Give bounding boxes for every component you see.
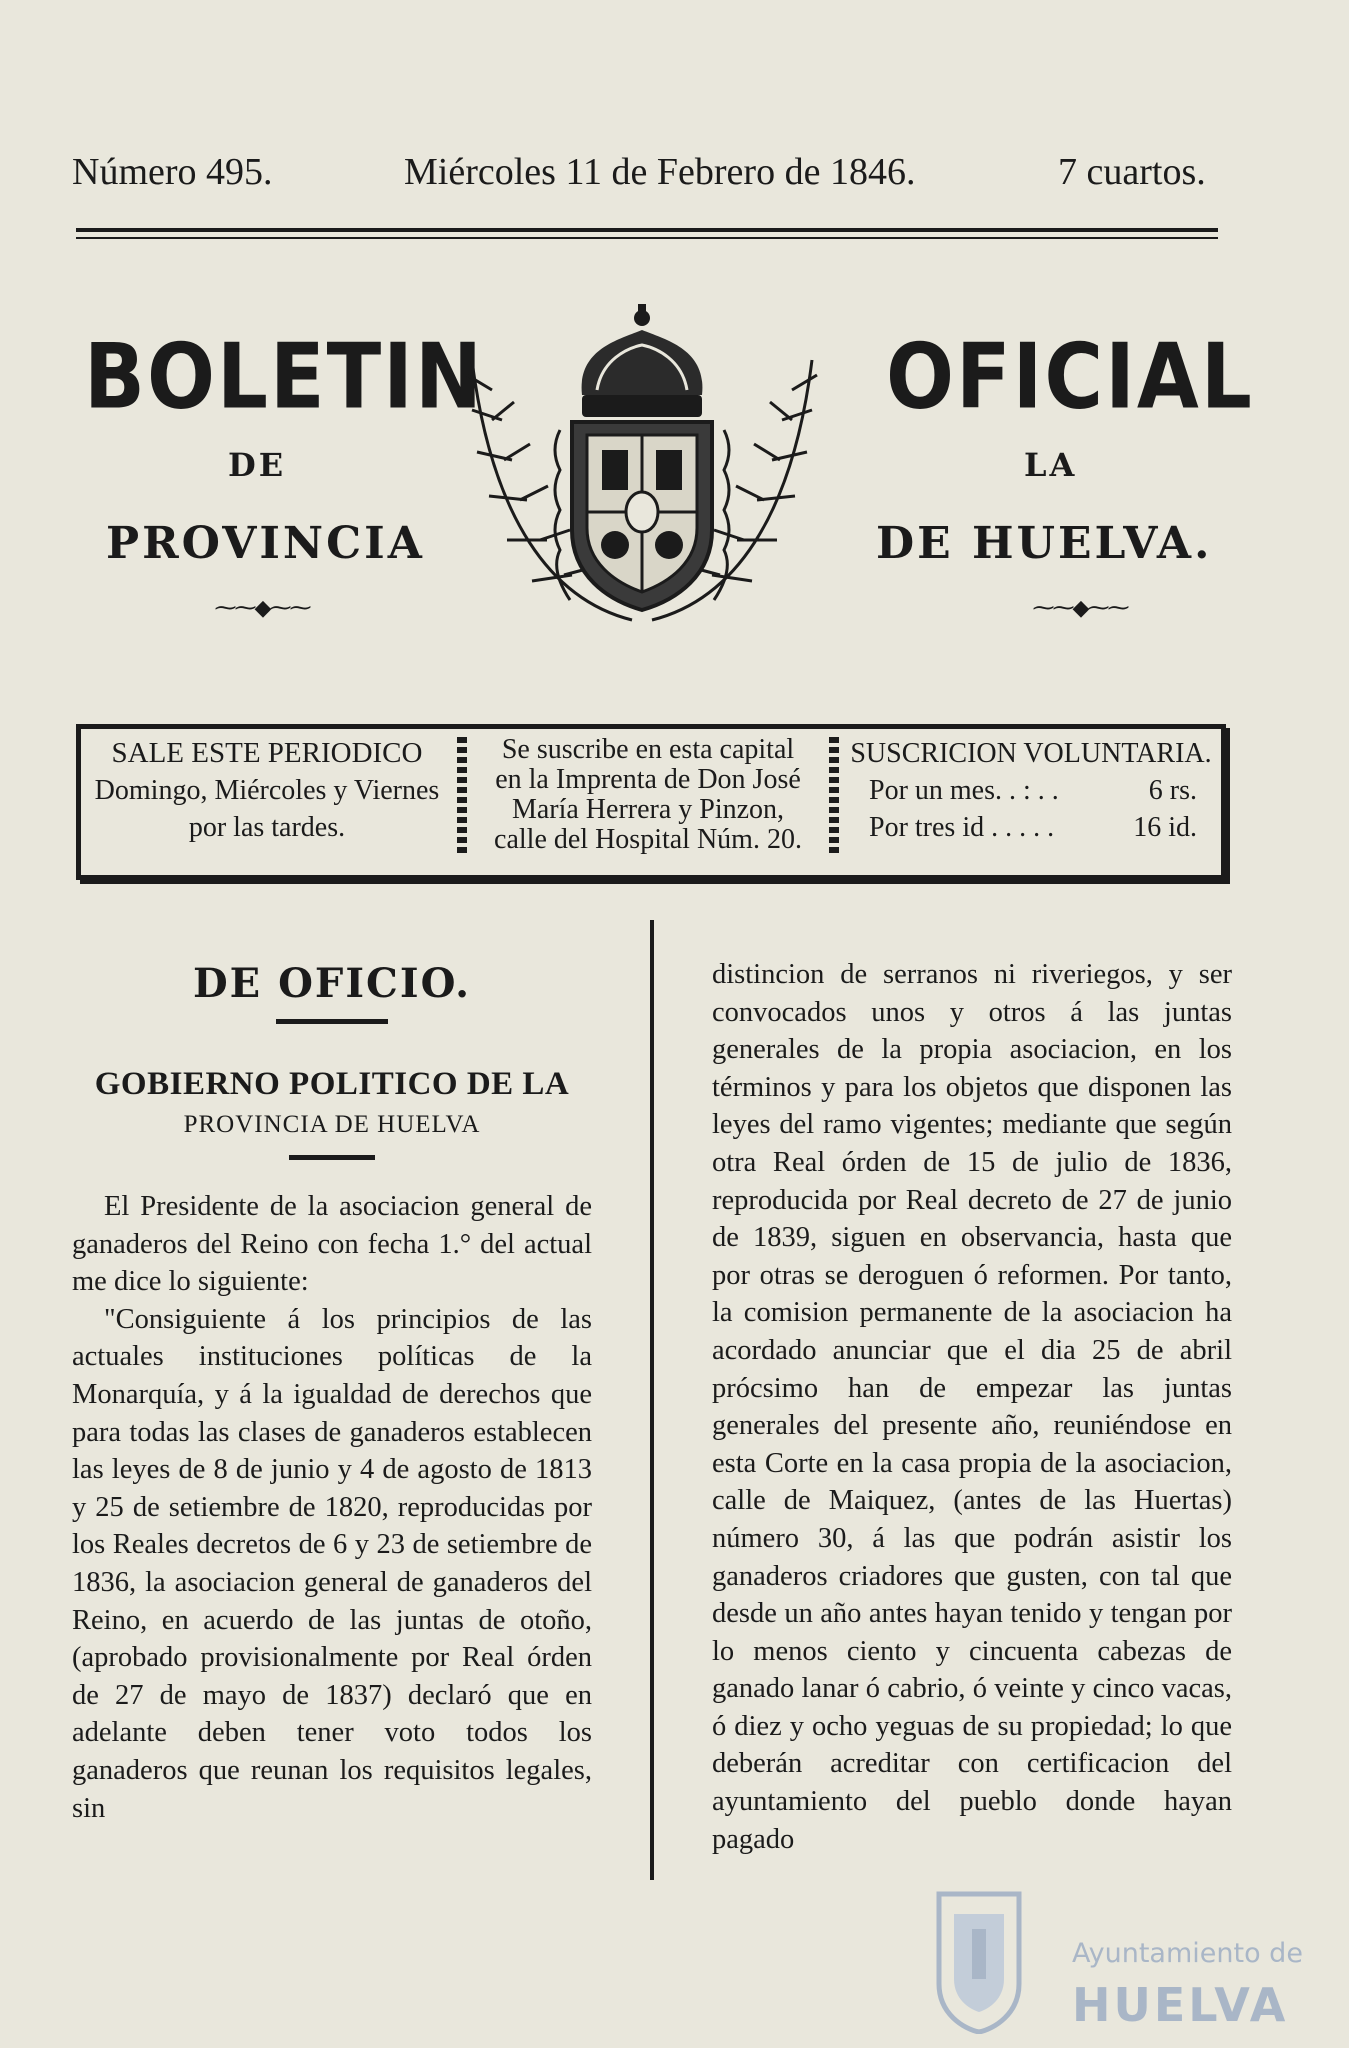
issue-price: 7 cuartos. [1058,151,1206,193]
left-column-text [72,1188,592,1827]
masthead-rule-thin [76,237,1218,239]
issue-number: Número 495. [72,151,273,193]
price-row-quarter [845,809,1217,846]
body-paragraph-right: distincion de serranos ni riveriegos, y ser convocados unos y otros á las juntas generales de la propia asociacion, en los términos y para los objetos que disponen las leyes del ramo vigentes; mediante que según otra Real órden de 15 de julio de 1836, reproducida por Real decreto de 27 de junio de 1839, siguen en observancia, hasta que por otras se deroguen ó reformen. Por tanto, la comision permanente de la asociacion ha acordado anunciar que el dia 25 de abril prócsimo han de empezar las juntas generales del presente año, reuniéndose en esta Corte en la casa propia de la asociacion, calle de Maiquez, (antes de las Huertas) número 30, á las que podrán asistir los ganaderos criadores que gusten, con tal que desde un año antes hayan tenido y tengan por lo menos ciento y cincuenta cabezas de ganado lanar ó cabrio, ó veinte y cinco vacas, ó diez y ocho yeguas de su propiedad; lo que deberán acreditar con certificacion del ayuntamiento del pueblo donde hayan pagado [712,959,1232,1855]
heading-rule-1 [276,1019,388,1024]
title-de-huelva: DE HUELVA. [876,518,1213,569]
issue-date: Miércoles 11 de Febrero de 1846. [404,151,916,193]
schedule-days: Domingo, Miércoles y Viernes [94,775,440,806]
price-value-quarter: 16 id. [1133,812,1197,843]
box-separator-right [829,737,839,857]
body-paragraph-left: "Consiguiente á los principios de las actuales instituciones políticas de la Monarquía, y á la igualdad de derechos que para todas las clases de ganaderos establecen las leyes de 8 de junio y 4 de agosto de 1813 y 25 de setiembre de 1820, reproducidas por los Reales decretos de 6 y 23 de setiembre de 1836, la asociacion general de ganaderos del Reino, en acuerdo de las juntas de otoño, (aprobado provisionalmente por Real órden de 27 de mayo de 1837) declaró que en adelante deben tener voto todos los ganaderos que reunan los requisitos legales, sin [72,1303,592,1824]
section-heading: DE OFICIO. [192,960,472,1007]
title-boletin: BOLETIN [84,324,484,429]
price-row-month [845,772,1217,809]
subscription-line-2: en la Imprenta de Don José [495,764,801,795]
province-heading: PROVINCIA DE HUELVA [183,1111,481,1138]
watermark-line-1: Ayuntamiento de [1072,1938,1303,1969]
watermark-line-2: HUELVA [1072,1978,1289,2032]
schedule-title: SALE ESTE PERIODICO [111,737,423,769]
box-separator-left [457,737,467,857]
subscription-line-1: Se suscribe en esta capital [501,734,795,765]
ornament-left: ⁓⁓◆⁓⁓ [214,595,310,620]
subscription-line-3: María Herrera y Pinzon, [511,794,785,825]
masthead-rule-thick [76,228,1218,232]
publication-schedule [81,735,453,846]
price-value-month: 6 rs. [1148,775,1197,806]
title-oficial: OFICIAL [886,324,1254,429]
royal-coat-of-arms-icon [432,300,852,640]
title-la: LA [1024,446,1078,484]
right-column-text [712,956,1232,1858]
subscription-line-4: calle del Hospital Núm. 20. [494,824,802,855]
prices-title: SUSCRICION VOLUNTARIA. [850,738,1212,769]
schedule-time: por las tardes. [188,812,346,843]
heading-rule-2 [289,1155,375,1160]
ornament-right: ⁓⁓◆⁓⁓ [1032,595,1128,620]
subscription-place [473,735,823,855]
government-heading: GOBIERNO POLITICO DE LA [94,1066,570,1102]
huelva-city-crest-icon [934,1884,1024,2034]
title-provincia: PROVINCIA [106,518,425,569]
column-divider [650,920,654,1880]
left-column [72,960,592,1827]
intro-paragraph: El Presidente de la asociacion general de ganaderos del Reino con fecha 1.° del actual me dice lo siguiente: [72,1191,592,1298]
subscription-prices [845,735,1217,846]
title-de: DE [228,446,287,484]
price-label-quarter: Por tres id . . . . . [869,812,1055,843]
subscription-info-box [76,724,1226,880]
price-label-month: Por un mes. . : . . [869,775,1059,806]
